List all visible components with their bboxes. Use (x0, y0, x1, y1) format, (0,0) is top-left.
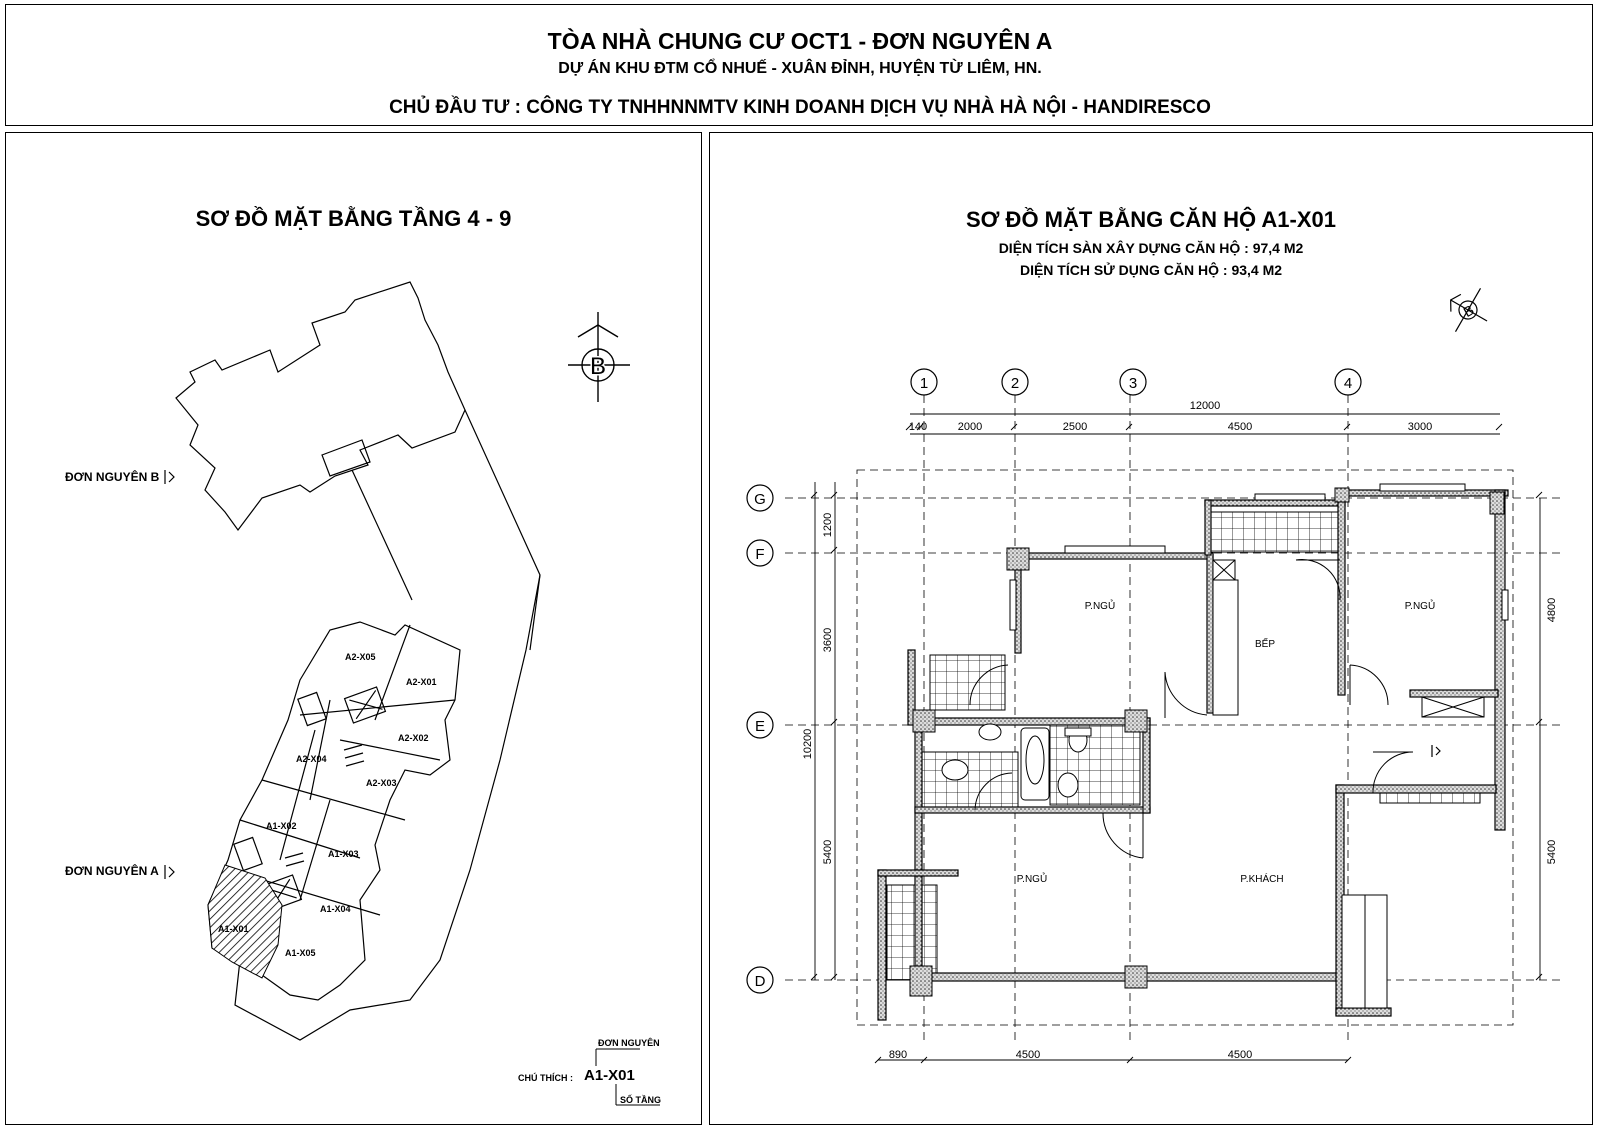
dim-bottom-4500a: 4500 (1015, 1049, 1041, 1061)
project-title: TÒA NHÀ CHUNG CƯ OCT1 - ĐƠN NGUYÊN A (547, 28, 1053, 54)
investor-line: CHỦ ĐẦU TƯ : CÔNG TY TNHHNNMTV KINH DOANH DỊCH VỤ NHÀ HÀ NỘI - HANDIRESCO (389, 97, 1211, 118)
dim-bottom-4500b: 4500 (1227, 1049, 1253, 1061)
legend-bottom-label: SỐ TẦNG (620, 1095, 662, 1105)
apt-a1-x05: A1-X05 (285, 948, 316, 958)
apt-a1-x04: A1-X04 (320, 904, 351, 914)
tiled-areas (887, 512, 1480, 980)
dim-bottom-890: 890 (888, 1049, 908, 1061)
dim-top-2000: 2000 (957, 421, 983, 433)
room-bedroom-2: P.NGỦ (1404, 601, 1436, 612)
unit-a-label: ĐƠN NGUYÊN A (65, 864, 159, 878)
unit-b-marker (165, 470, 174, 484)
unit-b-outline (176, 282, 465, 530)
apt-a2-x03: A2-X03 (366, 778, 397, 788)
dim-top-140: 140 (908, 421, 928, 433)
unit-a-marker (165, 865, 174, 879)
legend-top-label: ĐƠN NGUYÊN (598, 1038, 660, 1048)
dim-top-total: 12000 (1189, 400, 1221, 412)
dim-left-total: 10200 (802, 728, 814, 760)
project-subtitle: DỰ ÁN KHU ĐTM CỔ NHUẾ - XUÂN ĐỈNH, HUYỆN TỪ LIÊM, HN. (558, 60, 1042, 77)
apt-a2-x05: A2-X05 (345, 652, 376, 662)
entry-marker (1432, 745, 1440, 757)
grid-row-d: D (754, 973, 766, 990)
legend-code: A1-X01 (584, 1067, 635, 1084)
apt-a1-x03: A1-X03 (328, 849, 359, 859)
dim-left-3600: 3600 (822, 627, 834, 653)
grid-col-4: 4 (1343, 375, 1353, 392)
dim-top-4500: 4500 (1227, 421, 1253, 433)
area-build-text: DIỆN TÍCH SÀN XÂY DỰNG CĂN HỘ : 97,4 M2 (998, 240, 1304, 256)
dim-left-1200: 1200 (822, 512, 834, 538)
grid-col-3: 3 (1128, 375, 1138, 392)
apt-a1-x02: A1-X02 (266, 821, 297, 831)
legend-lines (596, 1049, 660, 1105)
dim-right-5400: 5400 (1546, 839, 1558, 865)
north-label-left: B (589, 353, 607, 380)
legend-label: CHÚ THÍCH : (518, 1073, 573, 1083)
room-bedroom-3: P.NGỦ (1016, 874, 1048, 885)
room-kitchen: BẾP (1254, 639, 1276, 650)
connector (352, 410, 540, 650)
dim-right-4800: 4800 (1546, 597, 1558, 623)
apt-a2-x02: A2-X02 (398, 733, 429, 743)
room-living: P.KHÁCH (1240, 874, 1284, 885)
fixtures (942, 560, 1484, 800)
dim-top-2500: 2500 (1062, 421, 1088, 433)
apartment-plan-title: SƠ ĐỒ MẶT BẰNG CĂN HỘ A1-X01 (966, 207, 1336, 232)
apt-a2-x01: A2-X01 (406, 677, 437, 687)
grid-bubbles (747, 369, 1361, 993)
grid-col-2: 2 (1010, 375, 1020, 392)
room-bedroom-1: P.NGỦ (1084, 601, 1116, 612)
grid-row-f: F (755, 546, 765, 563)
apt-a2-x04: A2-X04 (296, 754, 327, 764)
grid-row-e: E (754, 718, 766, 735)
grid-col-1: 1 (919, 375, 929, 392)
area-use-text: DIỆN TÍCH SỬ DỤNG CĂN HỘ : 93,4 M2 (1019, 262, 1283, 278)
unit-b-label: ĐƠN NGUYÊN B (65, 470, 160, 484)
grid-row-g: G (754, 491, 766, 508)
north-label-right: B (1460, 301, 1477, 321)
dim-top-3000: 3000 (1407, 421, 1433, 433)
apt-a1-x01: A1-X01 (218, 924, 249, 934)
dim-left-5400: 5400 (822, 839, 834, 865)
floor-plan-title: SƠ ĐỒ MẶT BẰNG TẦNG 4 - 9 (195, 206, 512, 231)
